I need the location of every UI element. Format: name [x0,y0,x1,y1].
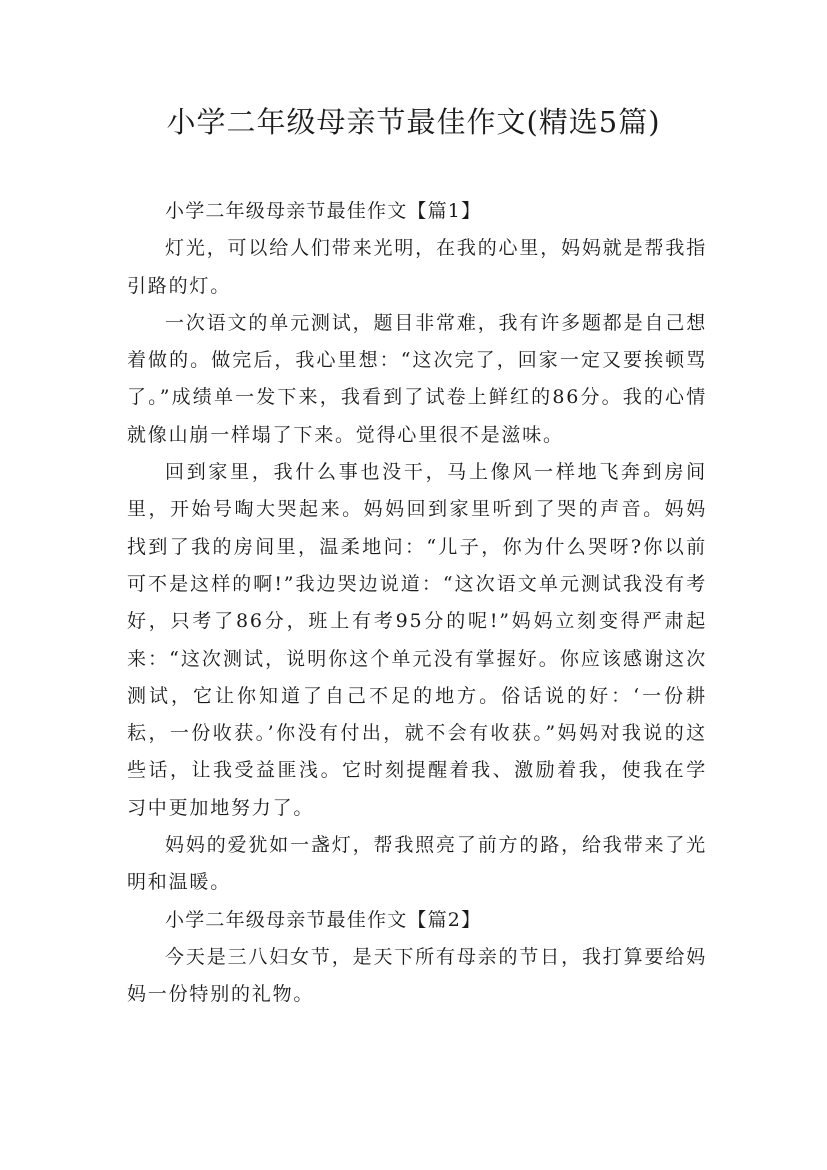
document-body [127,193,707,1014]
body-paragraph: 今天是三八妇女节，是天下所有母亲的节日，我打算要给妈妈一份特别的礼物。 [127,945,707,1006]
body-paragraph: 回到家里，我什么事也没干，马上像风一样地飞奔到房间里，开始号啕大哭起来。妈妈回到家里听到了哭的声音。妈妈找到了我的房间里，温柔地问：“儿子，你为什么哭呀?你以前可不是这样的啊!”我边哭边说道：“这次语文单元测试我没有考好，只考了86分，班上有考95分的呢!”妈妈立刻变得严肃起来：“这次测试，说明你这个单元没有掌握好。你应该感谢这次测试，它让你知道了自己不足的地方。俗话说的好：‘一份耕耘，一份收获。’你没有付出，就不会有收获。”妈妈对我说的这些话，让我受益匪浅。它时刻提醒着我、激励着我，使我在学习中更加地努力了。 [127,461,707,819]
section-heading-2: 小学二年级母亲节最佳作文【篇2】 [165,908,482,931]
body-paragraph: 妈妈的爱犹如一盏灯，帮我照亮了前方的路，给我带来了光明和温暖。 [127,834,707,894]
section-heading-1: 小学二年级母亲节最佳作文【篇1】 [165,200,482,222]
document-title: 小学二年级母亲节最佳作文(精选5篇) [166,105,661,139]
body-paragraph: 一次语文的单元测试，题目非常难，我有许多题都是自己想着做的。做完后，我心里想：“这次完了，回家一定又要挨顿骂了。”成绩单一发下来，我看到了试卷上鲜红的86分。我的心情就像山崩一样塌了下来。觉得心里很不是滋味。 [127,311,707,446]
body-paragraph: 灯光，可以给人们带来光明，在我的心里，妈妈就是帮我指引路的灯。 [127,237,707,297]
